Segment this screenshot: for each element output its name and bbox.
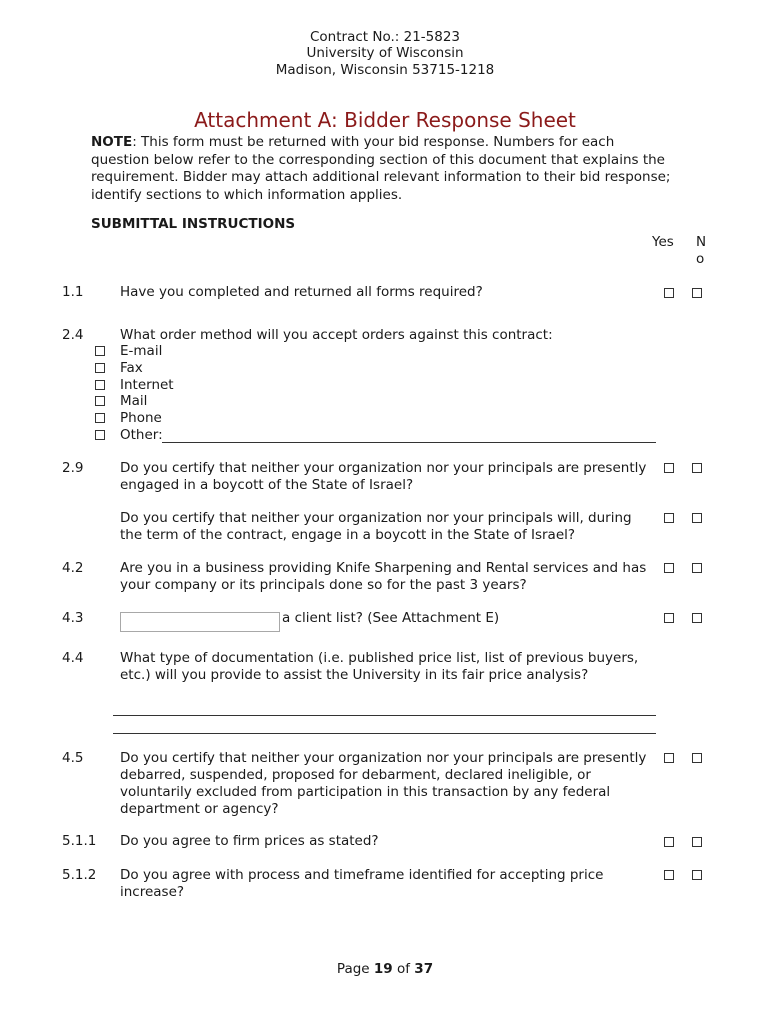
question-text: a client list? (See Attachment E)	[282, 610, 500, 626]
no-checkbox[interactable]	[692, 837, 702, 847]
checkbox[interactable]	[95, 363, 105, 373]
no-checkbox[interactable]	[692, 563, 702, 573]
question-text: What type of documentation (i.e. published price list, list of previous buyers, etc.) will you provide to assist the University in its fair price analysis?	[120, 650, 639, 683]
no-checkbox[interactable]	[692, 753, 702, 763]
yes-checkbox[interactable]	[664, 870, 674, 880]
no-checkbox[interactable]	[692, 613, 702, 623]
question-text: Do you agree with process and timeframe identified for accepting price increase?	[120, 867, 604, 900]
footer-of: of	[392, 961, 415, 977]
note-paragraph	[91, 134, 671, 204]
university-address: Madison, Wisconsin 53715-1218	[275, 62, 495, 78]
yes-checkbox[interactable]	[664, 753, 674, 763]
note-text: : This form must be returned with your bid response. Numbers for each question below refer to the corresponding section of this document that explains the requirement. Bidder may attach additional relevant information to their bid response; identify sections to which information applies.	[91, 134, 671, 203]
question-number: 2.4	[62, 327, 84, 343]
footer-prefix: Page	[336, 961, 374, 977]
total-pages: 37	[414, 961, 434, 977]
client-list-input[interactable]	[120, 612, 280, 632]
checkbox[interactable]	[95, 430, 105, 440]
documentation-answer-line[interactable]	[113, 733, 656, 734]
question-number: 1.1	[62, 284, 84, 300]
question-number: 4.3	[62, 610, 84, 626]
checkbox[interactable]	[95, 396, 105, 406]
question-text: Are you in a business providing Knife Sharpening and Rental services and has your company or its principals done so for the past 3 years?	[120, 560, 647, 593]
page-title: Attachment A: Bidder Response Sheet	[194, 108, 576, 132]
question-text: Do you certify that neither your organization nor your principals are presently engaged in a boycott of the State of Israel?	[120, 460, 647, 493]
checkbox[interactable]	[95, 346, 105, 356]
no-column-header: No	[696, 234, 707, 267]
no-checkbox[interactable]	[692, 463, 702, 473]
no-checkbox[interactable]	[692, 513, 702, 523]
yes-checkbox[interactable]	[664, 613, 674, 623]
question-number: 4.2	[62, 560, 84, 576]
section-heading: SUBMITTAL INSTRUCTIONS	[91, 216, 296, 232]
yes-checkbox[interactable]	[664, 563, 674, 573]
yes-checkbox[interactable]	[664, 288, 674, 298]
question-text: Do you certify that neither your organization nor your principals are presently debarred, suspended, proposed for debarment, declared ineligible, or voluntarily excluded from participation in this transaction by any federal department or agency?	[120, 750, 647, 817]
question-number: 5.1.2	[62, 867, 97, 883]
checkbox[interactable]	[95, 380, 105, 390]
question-text: What order method will you accept orders against this contract:	[120, 327, 553, 343]
other-method-input-line[interactable]	[162, 442, 656, 443]
question-text: Do you certify that neither your organization nor your principals will, during the term of the contract, engage in a boycott in the State of Israel?	[120, 510, 632, 543]
note-label: NOTE	[91, 134, 133, 150]
documentation-answer-line[interactable]	[113, 715, 656, 716]
question-number: 4.5	[62, 750, 84, 766]
page-number-footer	[0, 961, 770, 977]
yes-checkbox[interactable]	[664, 837, 674, 847]
no-checkbox[interactable]	[692, 870, 702, 880]
yes-checkbox[interactable]	[664, 463, 674, 473]
university-name: University of Wisconsin	[306, 45, 464, 61]
current-page: 19	[373, 961, 393, 977]
question-number: 4.4	[62, 650, 84, 666]
contract-number: Contract No.: 21-5823	[309, 29, 461, 45]
question-number: 2.9	[62, 460, 84, 476]
question-text: Have you completed and returned all forms required?	[120, 284, 483, 300]
checkbox[interactable]	[95, 413, 105, 423]
yes-checkbox[interactable]	[664, 513, 674, 523]
question-number: 5.1.1	[62, 833, 97, 849]
no-checkbox[interactable]	[692, 288, 702, 298]
yes-column-header: Yes	[652, 234, 674, 250]
question-text: Do you agree to firm prices as stated?	[120, 833, 379, 849]
